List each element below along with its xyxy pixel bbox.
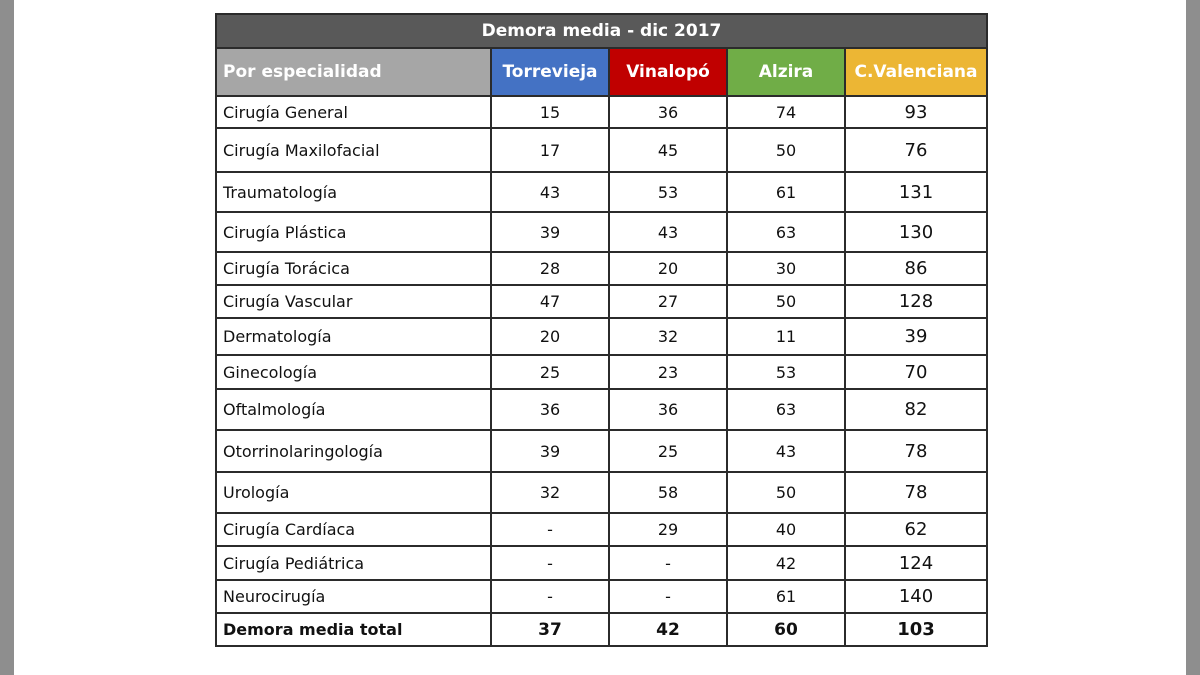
- delay-value: 53: [609, 172, 727, 212]
- delay-value: 47: [491, 285, 609, 318]
- delay-value: 76: [845, 128, 987, 172]
- total-value: 42: [609, 613, 727, 646]
- delay-value: 131: [845, 172, 987, 212]
- specialty-name: Cirugía General: [216, 96, 491, 128]
- delay-value: 130: [845, 212, 987, 252]
- header-cvalenciana: C.Valenciana: [845, 48, 987, 96]
- specialty-name: Cirugía Torácica: [216, 252, 491, 285]
- delay-value: 140: [845, 580, 987, 613]
- delay-value: 50: [727, 472, 845, 513]
- specialty-name: Ginecología: [216, 355, 491, 389]
- delay-value: 128: [845, 285, 987, 318]
- delay-value: 43: [727, 430, 845, 472]
- delay-value: 30: [727, 252, 845, 285]
- delay-value: 20: [609, 252, 727, 285]
- delay-value: 36: [491, 389, 609, 430]
- delay-value: 50: [727, 128, 845, 172]
- specialty-name: Cirugía Pediátrica: [216, 546, 491, 580]
- delay-value: 39: [491, 430, 609, 472]
- total-label: Demora media total: [216, 613, 491, 646]
- total-value: 37: [491, 613, 609, 646]
- table-title: Demora media - dic 2017: [216, 14, 987, 48]
- delay-value: 50: [727, 285, 845, 318]
- delay-value: 25: [609, 430, 727, 472]
- specialty-name: Cirugía Vascular: [216, 285, 491, 318]
- delay-value: 74: [727, 96, 845, 128]
- specialty-name: Cirugía Maxilofacial: [216, 128, 491, 172]
- table-row: [216, 212, 987, 252]
- delay-value: 62: [845, 513, 987, 546]
- delay-value: 63: [727, 389, 845, 430]
- delay-value: 11: [727, 318, 845, 355]
- delay-value: 53: [727, 355, 845, 389]
- delay-value: -: [491, 546, 609, 580]
- delay-value: 36: [609, 96, 727, 128]
- delay-value: 23: [609, 355, 727, 389]
- delay-value: 82: [845, 389, 987, 430]
- delay-value: 39: [845, 318, 987, 355]
- specialty-name: Otorrinolaringología: [216, 430, 491, 472]
- delay-value: 39: [491, 212, 609, 252]
- header-alzira: Alzira: [727, 48, 845, 96]
- delay-value: -: [609, 546, 727, 580]
- delay-table: [215, 13, 988, 647]
- table-row: [216, 318, 987, 355]
- delay-value: -: [491, 513, 609, 546]
- delay-value: 29: [609, 513, 727, 546]
- specialty-name: Traumatología: [216, 172, 491, 212]
- delay-value: 20: [491, 318, 609, 355]
- total-value: 60: [727, 613, 845, 646]
- table-row: [216, 128, 987, 172]
- delay-value: 124: [845, 546, 987, 580]
- table-row: [216, 389, 987, 430]
- header-vinalopo: Vinalopó: [609, 48, 727, 96]
- specialty-name: Urología: [216, 472, 491, 513]
- delay-value: 28: [491, 252, 609, 285]
- specialty-name: Neurocirugía: [216, 580, 491, 613]
- table-row: [216, 513, 987, 546]
- table-row: [216, 96, 987, 128]
- table-row: [216, 472, 987, 513]
- delay-value: 61: [727, 172, 845, 212]
- specialty-name: Cirugía Plástica: [216, 212, 491, 252]
- table-row: [216, 546, 987, 580]
- delay-value: 27: [609, 285, 727, 318]
- total-value: 103: [845, 613, 987, 646]
- table-row: [216, 252, 987, 285]
- table-row: [216, 172, 987, 212]
- table-row: [216, 285, 987, 318]
- table-row: [216, 430, 987, 472]
- delay-value: -: [609, 580, 727, 613]
- delay-value: 36: [609, 389, 727, 430]
- delay-value: 78: [845, 430, 987, 472]
- delay-value: 93: [845, 96, 987, 128]
- delay-value: 70: [845, 355, 987, 389]
- delay-value: 42: [727, 546, 845, 580]
- delay-value: 32: [491, 472, 609, 513]
- delay-value: 61: [727, 580, 845, 613]
- delay-value: 86: [845, 252, 987, 285]
- specialty-header: Por especialidad: [216, 48, 491, 96]
- delay-value: 43: [609, 212, 727, 252]
- delay-value: 40: [727, 513, 845, 546]
- delay-value: 58: [609, 472, 727, 513]
- header-row: [216, 48, 987, 96]
- delay-value: 15: [491, 96, 609, 128]
- delay-value: 63: [727, 212, 845, 252]
- specialty-name: Dermatología: [216, 318, 491, 355]
- total-row: [216, 613, 987, 646]
- specialty-name: Oftalmología: [216, 389, 491, 430]
- delay-value: 32: [609, 318, 727, 355]
- specialty-name: Cirugía Cardíaca: [216, 513, 491, 546]
- table-row: [216, 355, 987, 389]
- document-page: [14, 0, 1186, 675]
- delay-value: 78: [845, 472, 987, 513]
- delay-value: -: [491, 580, 609, 613]
- delay-value: 17: [491, 128, 609, 172]
- header-torrevieja: Torrevieja: [491, 48, 609, 96]
- delay-value: 45: [609, 128, 727, 172]
- delay-value: 25: [491, 355, 609, 389]
- table-row: [216, 580, 987, 613]
- delay-value: 43: [491, 172, 609, 212]
